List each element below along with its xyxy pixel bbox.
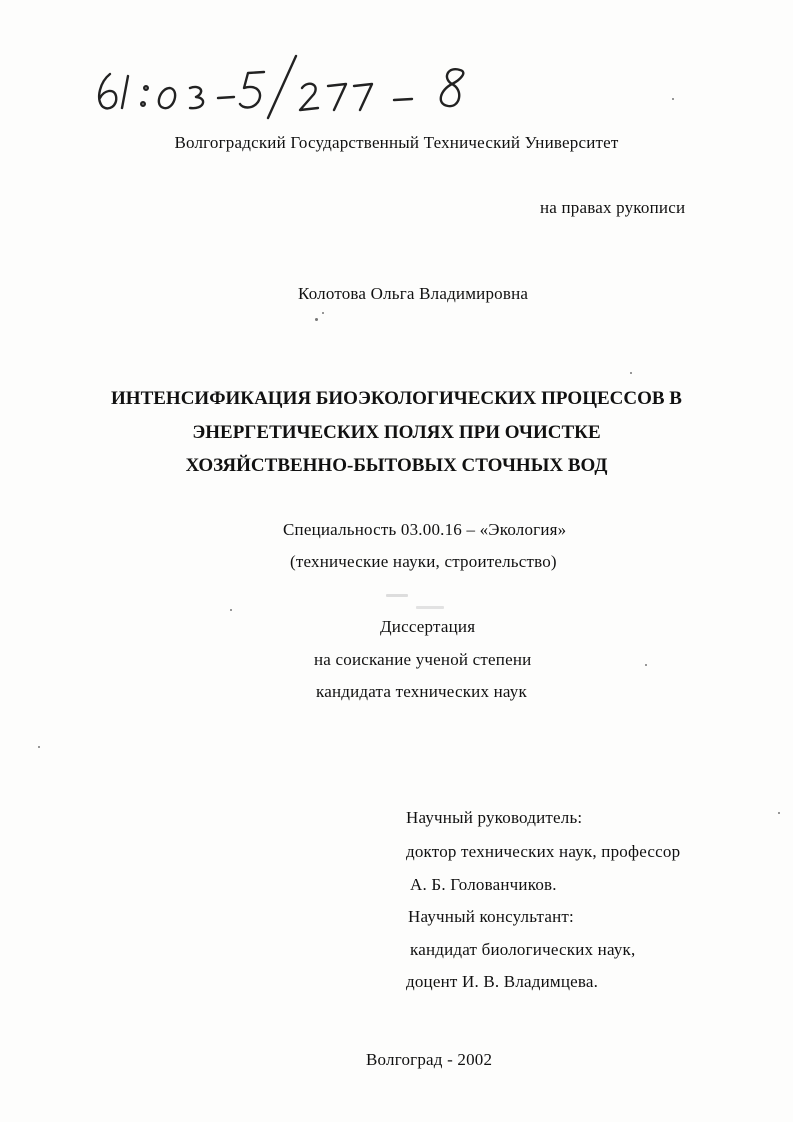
scan-speck [322, 312, 324, 314]
scan-speck [672, 98, 674, 100]
scan-speck [230, 609, 232, 611]
specialty: Специальность 03.00.16 – «Экология» [283, 520, 567, 539]
scan-speck [645, 664, 647, 666]
supervisor-name: А. Б. Голованчиков. [410, 875, 557, 894]
city-year: Волгоград - 2002 [366, 1050, 493, 1069]
rights-note: на правах рукописи [540, 198, 686, 217]
author-name: Колотова Ольга Владимировна [298, 284, 529, 303]
dissertation-title-line-2: ЭНЕРГЕТИЧЕСКИХ ПОЛЯХ ПРИ ОЧИСТКЕ [192, 422, 601, 443]
consultant-title: кандидат биологических наук, [410, 940, 636, 959]
consultant-name: доцент И. В. Владимцева. [406, 972, 599, 991]
degree-line-1: Диссертация [380, 617, 476, 636]
handwritten-catalog-number [88, 52, 508, 122]
faint-stamp-mark [416, 606, 444, 609]
scan-speck [630, 372, 632, 374]
scan-speck [38, 746, 40, 748]
university-name: Волгоградский Государственный Технический Университет [174, 133, 619, 152]
degree-line-3: кандидата технических наук [316, 682, 527, 701]
scan-speck [315, 318, 318, 321]
dissertation-title-line-1: ИНТЕНСИФИКАЦИЯ БИОЭКОЛОГИЧЕСКИХ ПРОЦЕССОВ В [111, 388, 682, 409]
dissertation-title-line-3: ХОЗЯЙСТВЕННО-БЫТОВЫХ СТОЧНЫХ ВОД [185, 455, 608, 476]
specialty-note: (технические науки, строительство) [290, 552, 557, 571]
faint-stamp-mark [386, 594, 408, 597]
consultant-label: Научный консультант: [408, 907, 574, 926]
scan-speck [778, 812, 780, 814]
supervisor-title: доктор технических наук, профессор [406, 842, 681, 861]
degree-line-2: на соискание ученой степени [314, 650, 532, 669]
supervisor-label: Научный руководитель: [406, 808, 583, 827]
